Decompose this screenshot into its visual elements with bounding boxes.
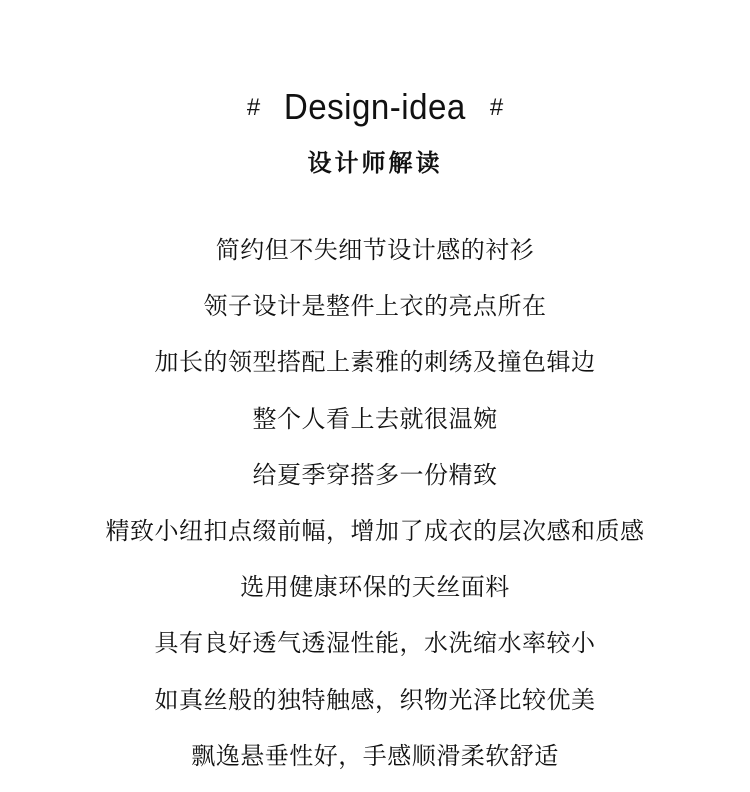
description-line: 加长的领型搭配上素雅的刺绣及撞色辑边 [154,348,596,377]
description-line: 如真丝般的独特触感，织物光泽比较优美 [154,685,596,714]
description-line: 领子设计是整件上衣的亮点所在 [203,292,547,321]
description-line: 选用健康环保的天丝面料 [240,573,510,602]
description-line: 给夏季穿搭多一份精致 [252,460,498,489]
description-line: 简约但不失细节设计感的衬衫 [215,236,535,264]
section-heading [0,84,750,129]
hash-mark-right: # [489,93,504,121]
description-line: 精致小纽扣点缀前幅，增加了成衣的层次感和质感 [105,516,645,545]
section-subtitle: 设计师解读 [307,149,443,177]
description-text-block [0,230,750,792]
description-line: 具有良好透气透湿性能，水洗缩水率较小 [154,629,596,658]
description-line: 整个人看上去就很温婉 [252,404,498,433]
hash-mark-left: # [246,93,261,121]
description-line: 飘逸悬垂性好，手感顺滑柔软舒适 [191,741,559,770]
section-title: Design-idea [284,85,466,127]
